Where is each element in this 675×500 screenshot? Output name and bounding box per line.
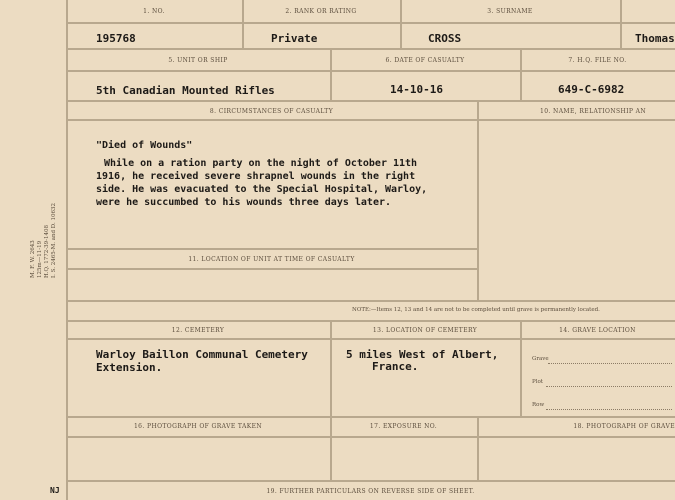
side-print-line2: 125m—11-19 [37, 240, 43, 278]
side-print-line4: I. S. 2465-M. and D. 10632 [51, 202, 57, 278]
date-value: 14-10-16 [390, 83, 443, 96]
divider [520, 48, 522, 100]
header-date: 6. DATE OF CASUALTY [385, 57, 465, 64]
divider [620, 0, 622, 48]
header-hq: 7. H.Q. FILE NO. [568, 57, 627, 64]
header-photo-grave: 18. PHOTOGRAPH OF GRAVE [573, 423, 675, 430]
row-dotline [546, 408, 672, 410]
header-surname: 3. SURNAME [487, 8, 533, 15]
divider [66, 100, 675, 102]
divider [66, 300, 675, 302]
divider [66, 436, 675, 438]
row-label: Row [532, 402, 545, 408]
grave-label: Grave [532, 356, 549, 362]
header-exposure: 17. EXPOSURE NO. [369, 423, 438, 430]
unit-value: 5th Canadian Mounted Rifles [96, 84, 275, 97]
divider [477, 100, 479, 300]
cemetery-location-line2: France. [372, 360, 419, 373]
divider [66, 70, 675, 72]
side-print-line3: H.Q. 1772-39-1408 [44, 225, 50, 278]
plot-dotline [546, 385, 672, 387]
divider [330, 320, 332, 416]
circumstances-text: While on a ration party on the night of October 11th 1916, he received severe shrapnel wounds in the right side. He was evacuated to the Special Hospital, Warloy, were he succumbed to his wounds three days later. [96, 158, 428, 208]
header-further-particulars: 19. FURTHER PARTICULARS ON REVERSE SIDE OF SHEET. [266, 488, 475, 495]
cemetery-line2: Extension. [96, 361, 163, 374]
hq-file-value: 649-C-6982 [558, 83, 625, 96]
side-print-line1: M. F. W. 2643 [30, 240, 36, 278]
died-of-wounds: "Died of Wounds" [96, 140, 193, 151]
header-no: 1. NO. [143, 8, 165, 15]
cemetery-location-line1: 5 miles West of Albert, [346, 348, 499, 361]
note-text: NOTE:—Items 12, 13 and 14 are not to be completed until grave is permanently located. [352, 307, 600, 313]
divider [66, 248, 477, 250]
divider [66, 48, 675, 50]
rank-value: Private [271, 32, 318, 45]
divider [66, 268, 477, 270]
divider [66, 338, 675, 340]
header-photo-taken: 16. PHOTOGRAPH OF GRAVE TAKEN [133, 423, 263, 430]
divider [66, 320, 675, 322]
divider [330, 48, 332, 100]
service-number: 195768 [96, 32, 136, 45]
header-unit: 5. UNIT OR SHIP [168, 57, 228, 64]
divider [66, 416, 675, 418]
divider [520, 320, 522, 416]
header-rank: 2. RANK OR RATING [285, 8, 357, 15]
header-circumstances: 8. CIRCUMSTANCES OF CASUALTY [209, 108, 334, 115]
cemetery-line1: Warloy Baillon Communal Cemetery [96, 348, 308, 361]
header-location-unit: 11. LOCATION OF UNIT AT TIME OF CASUALTY [188, 256, 355, 263]
surname-value: CROSS [428, 32, 462, 45]
grave-dotline [548, 362, 672, 364]
header-cemetery: 12. CEMETERY [171, 327, 225, 334]
corner-mark: NJ [50, 486, 60, 495]
divider [66, 119, 675, 121]
divider [66, 22, 675, 24]
header-location-cemetery: 13. LOCATION OF CEMETERY [372, 327, 478, 334]
given-name-value: Thomas [635, 32, 675, 45]
header-grave-location: 14. GRAVE LOCATION [559, 327, 636, 334]
header-name-relationship: 10. NAME, RELATIONSHIP AN [540, 108, 647, 115]
plot-label: Plot [532, 379, 543, 385]
divider [66, 480, 675, 482]
